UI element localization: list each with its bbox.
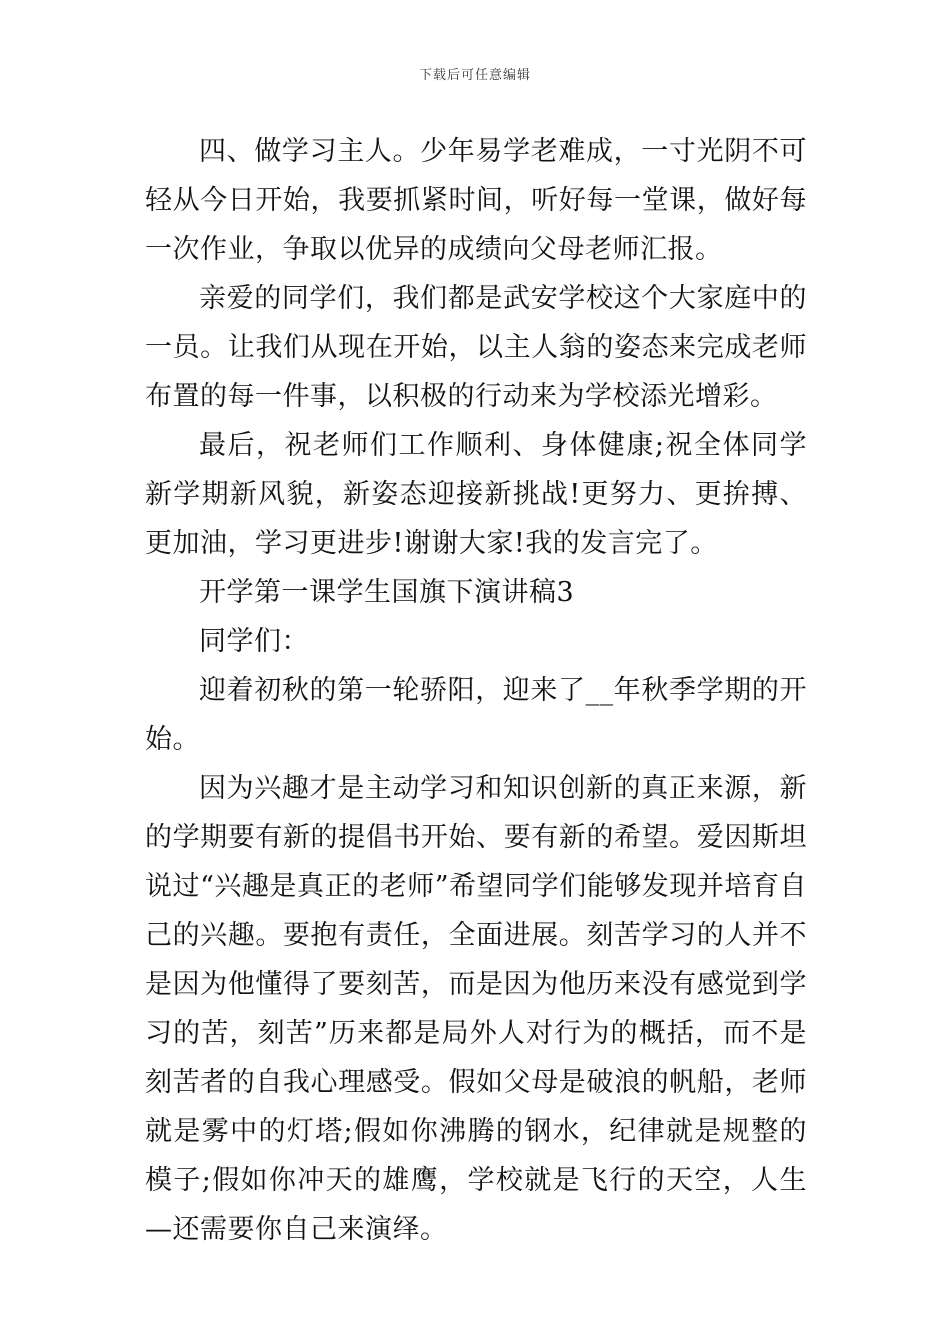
page-header-note: 下载后可任意编辑: [418, 68, 531, 83]
paragraph-interest: 因为兴趣才是主动学习和知识创新的真正来源，新的学期要有新的提倡书开始、要有新的希望。爱因斯坦说过“兴趣是真正的老师”希望同学们能够发现并培育自己的兴趣。要抱有责任，全面进展。刻苦学习的人并不是因为他懂得了要刻苦，而是因为他历来没有感觉到学习的苦，刻苦”历来都是局外人对行为的概括，而不是刻苦者的自我心理感受。假如父母是破浪的帆船，老师就是雾中的灯塔;假如你沸腾的钢水，纪律就是规整的模子;假如你冲天的雄鹰，学校就是飞行的天空，人生—还需要你自己来演绎。: [145, 773, 807, 1245]
document-body: [145, 127, 807, 1254]
section-title: 开学第一课学生国旗下演讲稿3: [199, 577, 575, 608]
paragraph-closing-wishes: 最后，祝老师们工作顺利、身体健康;祝全体同学新学期新风貌，新姿态迎接新挑战!更努力、更拚搏、更加油，学习更进步!谢谢大家!我的发言完了。: [145, 430, 807, 559]
paragraph-study-master: 四、做学习主人。少年易学老难成，一寸光阴不可轻从今日开始，我要抓紧时间，听好每一堂课，做好每一次作业，争取以优异的成绩向父母老师汇报。: [145, 136, 807, 265]
paragraph-dear-classmates: 亲爱的同学们，我们都是武安学校这个大家庭中的一员。让我们从现在开始，以主人翁的姿态来完成老师布置的每一件事，以积极的行动来为学校添光增彩。: [145, 283, 807, 412]
paragraph-autumn-semester: 迎着初秋的第一轮骄阳，迎来了__年秋季学期的开始。: [145, 675, 807, 755]
salutation: 同学们：: [199, 626, 309, 657]
